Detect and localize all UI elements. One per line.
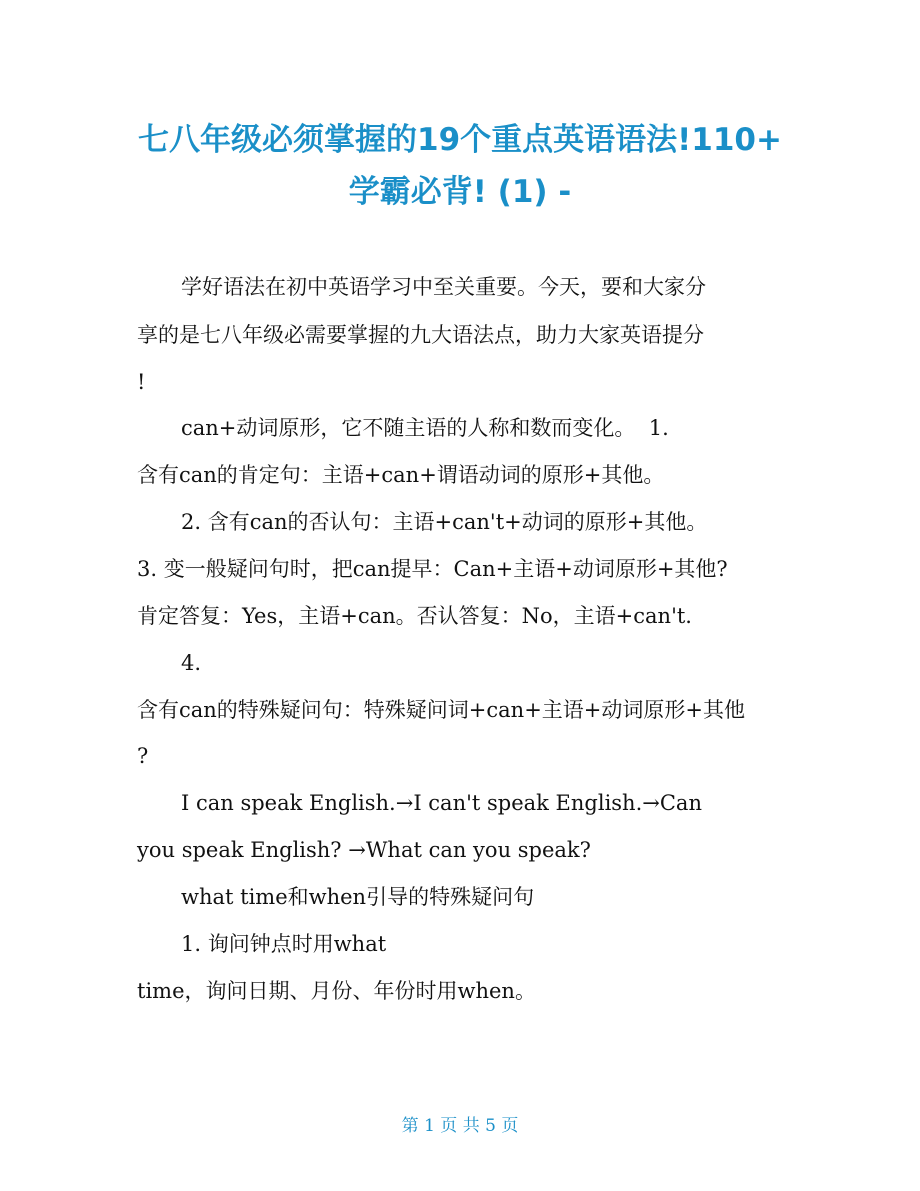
document-title-line-1: 七八年级必须掌握的19个重点英语语法!110+ — [138, 122, 782, 158]
paragraph-line-7: 3. 变一般疑问句时，把can提早：Can+主语+动词原形+其他? — [137, 557, 728, 581]
paragraph-line-14: what time和when引导的特殊疑问句 — [181, 885, 535, 909]
paragraph-line-12: I can speak English.→I can't speak English.→Can — [181, 791, 702, 815]
paragraph-line-5: 含有can的肯定句：主语+can+谓语动词的原形+其他。 — [137, 463, 665, 487]
paragraph-line-4: can+动词原形，它不随主语的人称和数而变化。 1. — [181, 416, 669, 440]
paragraph-line-13: you speak English? →What can you speak? — [137, 838, 591, 862]
paragraph-line-3: ! — [137, 370, 146, 394]
document-title-line-2: 学霸必背! (1) - — [348, 174, 572, 210]
paragraph-line-8: 肯定答复：Yes，主语+can。否认答复：No，主语+can't. — [137, 604, 692, 628]
page-footer: 第 1 页 共 5 页 — [401, 1116, 519, 1136]
paragraph-line-2: 享的是七八年级必需要掌握的九大语法点，助力大家英语提分 — [137, 323, 704, 347]
paragraph-line-10: 含有can的特殊疑问句：特殊疑问词+can+主语+动词原形+其他 — [137, 698, 745, 722]
paragraph-line-1: 学好语法在初中英语学习中至关重要。今天，要和大家分 — [181, 275, 706, 299]
paragraph-line-16: time，询问日期、月份、年份时用when。 — [137, 979, 536, 1003]
paragraph-line-6: 2. 含有can的否认句：主语+can't+动词的原形+其他。 — [181, 510, 708, 534]
paragraph-line-9: 4. — [181, 651, 202, 675]
paragraph-line-15: 1. 询问钟点时用what — [181, 932, 387, 956]
paragraph-line-11: ? — [137, 744, 149, 768]
